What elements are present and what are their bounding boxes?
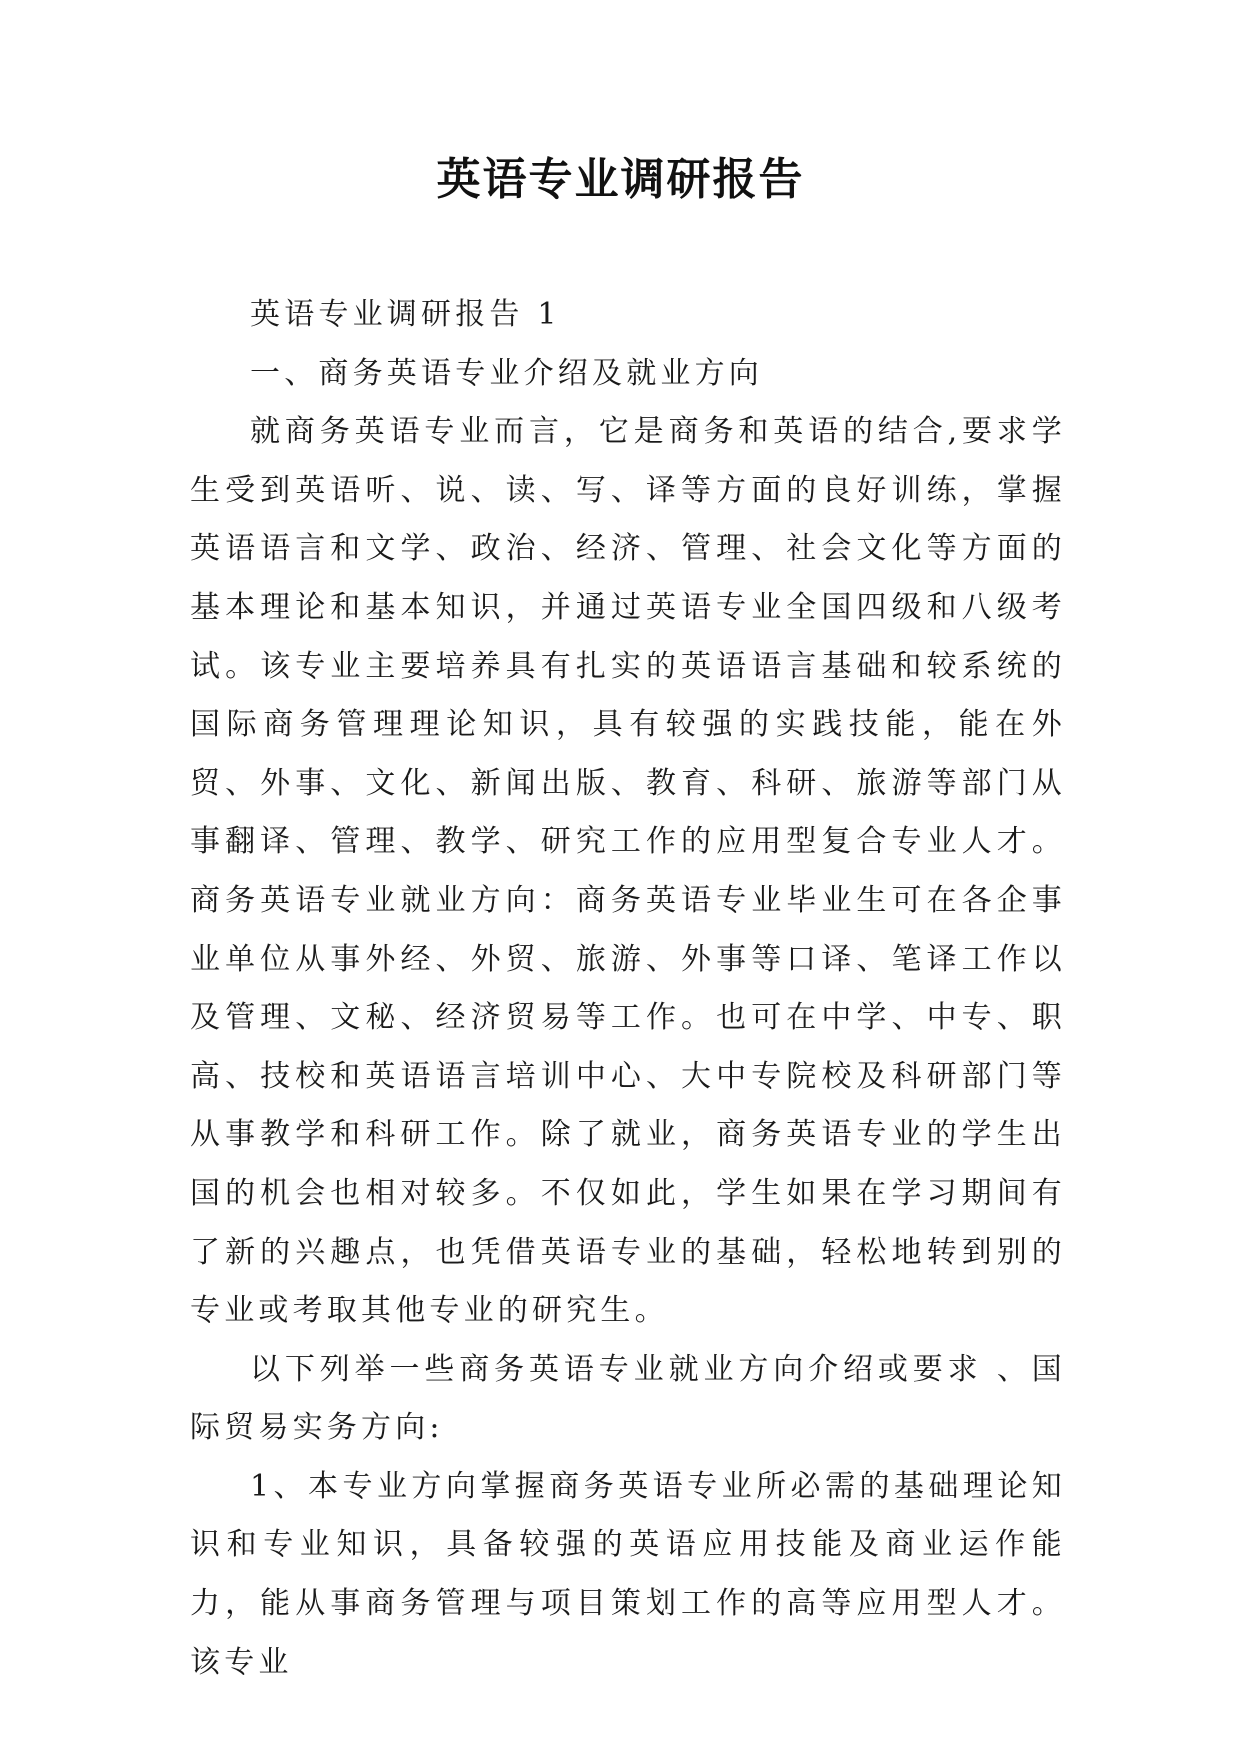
document-title: 英语专业调研报告 [436, 154, 805, 205]
document-body [190, 286, 1066, 1692]
report-subtitle: 英语专业调研报告 1 [250, 297, 561, 332]
body-paragraph: 以下列举一些商务英语专业就业方向介绍或要求 、国际贸易实务方向: [190, 1351, 1066, 1446]
section-heading: 一、商务英语专业介绍及就业方向 [250, 355, 763, 391]
body-paragraph: 就商务英语专业而言，它是商务和英语的结合,要求学生受到英语听、说、读、写、译等方面的良好训练，掌握英语语言和文学、政治、经济、管理、社会文化等方面的基本理论和基本知识，并通过英语专业全国四级和八级考试。该专业主要培养具有扎实的英语语言基础和较系统的国际商务管理理论知识，具有较强的实践技能，能在外贸、外事、文化、新闻出版、教育、科研、旅游等部门从事翻译、管理、教学、研究工作的应用型复合专业人才。商务英语专业就业方向：商务英语专业毕业生可在各企事业单位从事外经、外贸、旅游、外事等口译、笔译工作以及管理、文秘、经济贸易等工作。也可在中学、中专、职高、技校和英语语言培训中心、大中专院校及科研部门等从事教学和科研工作。除了就业，商务英语专业的学生出国的机会也相对较多。不仅如此，学生如果在学习期间有了新的兴趣点，也凭借英语专业的基础，轻松地转到别的专业或考取其他专业的研究生。 [190, 414, 1066, 1329]
body-paragraph: 1、本专业方向掌握商务英语专业所必需的基础理论知识和专业知识，具备较强的英语应用技能及商业运作能力，能从事商务管理与项目策划工作的高等应用型人才。该专业 [190, 1468, 1066, 1680]
